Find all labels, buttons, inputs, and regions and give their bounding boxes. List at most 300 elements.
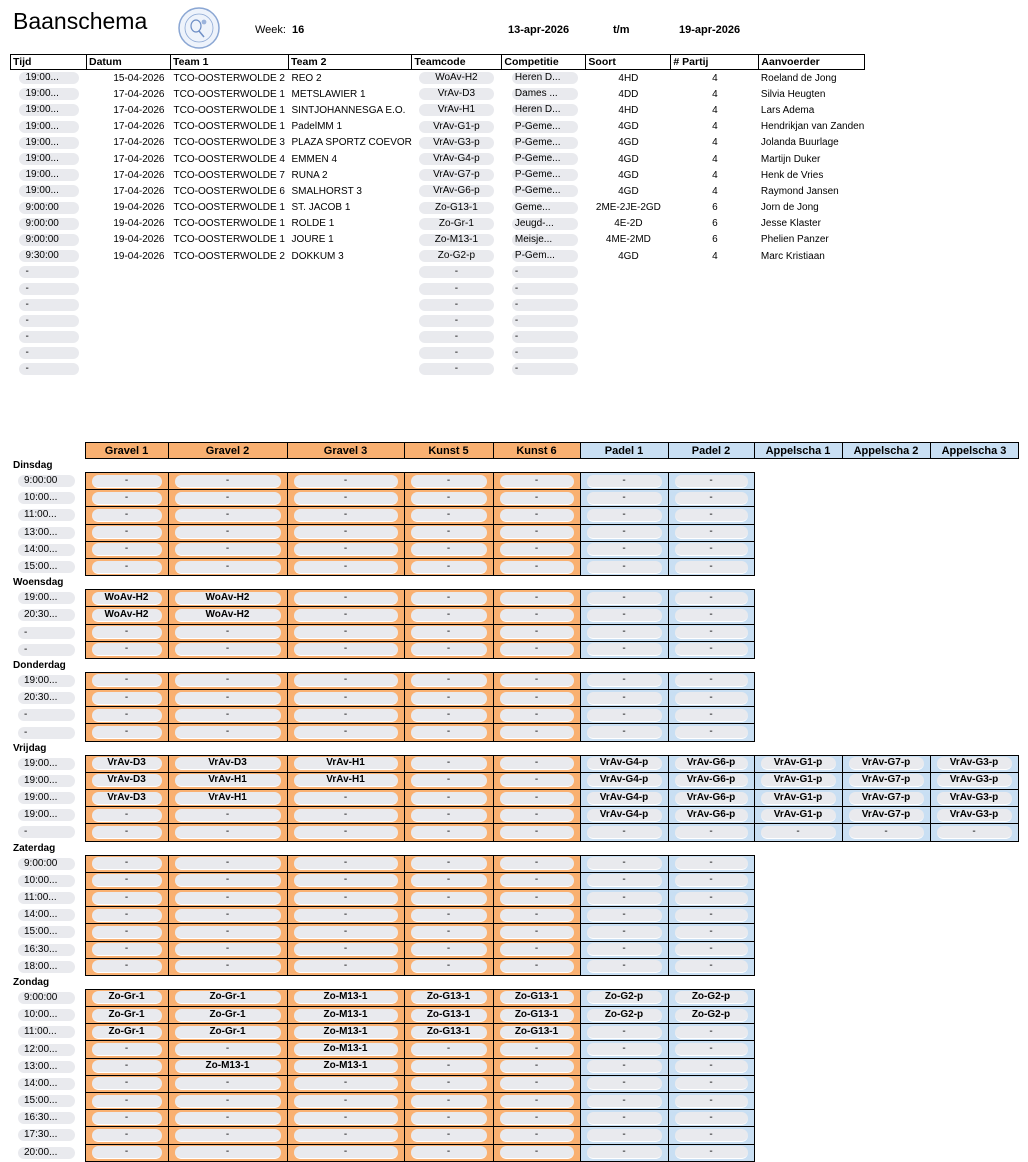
- court-slot[interactable]: -: [411, 674, 487, 687]
- teamcode-cell: Zo-M13-1: [419, 234, 494, 246]
- court-slot[interactable]: Zo-G13-1: [411, 991, 487, 1004]
- court-slot[interactable]: -: [175, 1095, 281, 1108]
- court-slot[interactable]: -: [294, 626, 398, 639]
- court-slot[interactable]: -: [175, 1077, 281, 1090]
- court-slot[interactable]: -: [175, 509, 281, 522]
- court-slot[interactable]: -: [175, 626, 281, 639]
- court-slot[interactable]: -: [411, 592, 487, 605]
- court-slot[interactable]: -: [175, 674, 281, 687]
- court-slot[interactable]: -: [175, 692, 281, 705]
- court-slot[interactable]: -: [675, 1077, 748, 1090]
- court-slot[interactable]: -: [411, 692, 487, 705]
- court-slot[interactable]: Zo-G2-p: [587, 991, 662, 1004]
- court-slot[interactable]: VrAv-G6-p: [675, 792, 748, 805]
- court-slot[interactable]: -: [294, 526, 398, 539]
- court-slot[interactable]: -: [500, 792, 574, 805]
- court-slot[interactable]: -: [587, 526, 662, 539]
- court-slot[interactable]: -: [175, 909, 281, 922]
- court-slot[interactable]: VrAv-G3-p: [937, 792, 1012, 805]
- court-slot[interactable]: -: [92, 1077, 162, 1090]
- court-slot[interactable]: -: [500, 492, 574, 505]
- aanvoerder-cell: [759, 280, 864, 296]
- court-slot[interactable]: -: [587, 943, 662, 956]
- court-slot[interactable]: -: [294, 543, 398, 556]
- competitie-cell: Heren D...: [512, 72, 578, 84]
- court-slot[interactable]: VrAv-H1: [294, 757, 398, 770]
- court-slot[interactable]: -: [92, 475, 162, 488]
- court-slot[interactable]: -: [675, 626, 748, 639]
- court-slot[interactable]: -: [294, 926, 398, 939]
- court-slot[interactable]: Zo-G2-p: [675, 1009, 748, 1022]
- court-slot[interactable]: -: [175, 709, 281, 722]
- slot-row: [10, 989, 1018, 1006]
- court-slot[interactable]: -: [500, 857, 574, 870]
- court-slot[interactable]: -: [675, 592, 748, 605]
- court-slot[interactable]: -: [500, 1060, 574, 1073]
- court-slot[interactable]: Zo-G13-1: [411, 1009, 487, 1022]
- court-slot[interactable]: -: [500, 774, 574, 787]
- court-slot[interactable]: -: [411, 757, 487, 770]
- partij-cell: 4: [712, 121, 718, 133]
- court-slot[interactable]: VrAv-G6-p: [675, 757, 748, 770]
- competitie-cell: -: [512, 266, 578, 278]
- court-slot[interactable]: -: [411, 526, 487, 539]
- court-slot[interactable]: Zo-M13-1: [294, 1043, 398, 1056]
- court-slot[interactable]: WoAv-H2: [92, 592, 162, 605]
- court-slot[interactable]: -: [411, 1043, 487, 1056]
- court-slot[interactable]: -: [587, 543, 662, 556]
- court-slot[interactable]: VrAv-G6-p: [675, 809, 748, 822]
- court-slot[interactable]: -: [411, 709, 487, 722]
- court-slot[interactable]: -: [675, 1095, 748, 1108]
- court-slot[interactable]: -: [587, 874, 662, 887]
- court-slot[interactable]: -: [175, 892, 281, 905]
- court-slot[interactable]: -: [411, 943, 487, 956]
- court-slot[interactable]: -: [500, 509, 574, 522]
- court-slot[interactable]: -: [175, 960, 281, 973]
- court-slot[interactable]: -: [500, 757, 574, 770]
- court-slot[interactable]: Zo-Gr-1: [92, 991, 162, 1004]
- team2-cell: [289, 297, 412, 313]
- team1-cell: TCO-OOSTERWOLDE 7: [173, 169, 285, 181]
- court-slot[interactable]: -: [500, 475, 574, 488]
- court-slot[interactable]: -: [92, 857, 162, 870]
- court-slot[interactable]: -: [411, 1129, 487, 1142]
- court-slot[interactable]: Zo-Gr-1: [175, 1009, 281, 1022]
- soort-cell: 4E-2D: [614, 218, 643, 230]
- slot-time: 19:00...: [18, 758, 75, 770]
- day-label: Woensdag: [13, 577, 64, 589]
- court-slot[interactable]: -: [675, 692, 748, 705]
- court-slot[interactable]: -: [175, 926, 281, 939]
- court-slot[interactable]: VrAv-G1-p: [761, 792, 836, 805]
- court-slot[interactable]: -: [294, 509, 398, 522]
- court-slot[interactable]: -: [92, 492, 162, 505]
- court-slot[interactable]: Zo-M13-1: [294, 991, 398, 1004]
- court-slot[interactable]: -: [587, 1146, 662, 1159]
- court-slot[interactable]: VrAv-G1-p: [761, 774, 836, 787]
- court-slot[interactable]: -: [175, 1129, 281, 1142]
- court-slot[interactable]: -: [500, 892, 574, 905]
- court-slot[interactable]: -: [92, 726, 162, 739]
- court-slot[interactable]: -: [175, 492, 281, 505]
- court-slot[interactable]: -: [500, 561, 574, 574]
- court-slot[interactable]: -: [175, 561, 281, 574]
- court-slot[interactable]: -: [175, 857, 281, 870]
- court-slot[interactable]: VrAv-G3-p: [937, 757, 1012, 770]
- court-slot[interactable]: -: [294, 609, 398, 622]
- court-slot[interactable]: -: [587, 674, 662, 687]
- team1-cell: TCO-OOSTERWOLDE 1: [173, 121, 285, 133]
- court-slot[interactable]: -: [500, 592, 574, 605]
- court-slot[interactable]: -: [411, 792, 487, 805]
- court-slot[interactable]: -: [294, 1146, 398, 1159]
- court-slot[interactable]: -: [587, 592, 662, 605]
- court-slot[interactable]: -: [675, 674, 748, 687]
- court-slot[interactable]: VrAv-D3: [92, 757, 162, 770]
- soort-cell: [586, 280, 671, 296]
- court-slot[interactable]: -: [675, 526, 748, 539]
- court-slot[interactable]: -: [294, 909, 398, 922]
- court-slot[interactable]: -: [92, 1060, 162, 1073]
- court-slot[interactable]: -: [92, 1043, 162, 1056]
- court-slot[interactable]: -: [411, 492, 487, 505]
- court-slot[interactable]: -: [500, 1043, 574, 1056]
- court-slot[interactable]: -: [294, 1077, 398, 1090]
- court-slot[interactable]: -: [587, 1112, 662, 1125]
- court-slot[interactable]: -: [294, 1095, 398, 1108]
- team2-cell: [289, 345, 412, 361]
- court-slot[interactable]: -: [411, 726, 487, 739]
- court-slot[interactable]: -: [411, 1146, 487, 1159]
- court-slot[interactable]: -: [675, 960, 748, 973]
- court-slot[interactable]: -: [92, 874, 162, 887]
- court-slot[interactable]: -: [294, 592, 398, 605]
- court-slot[interactable]: -: [587, 892, 662, 905]
- court-slot[interactable]: -: [500, 874, 574, 887]
- court-slot[interactable]: VrAv-G4-p: [587, 809, 662, 822]
- court-slot[interactable]: -: [500, 726, 574, 739]
- court-slot[interactable]: -: [294, 809, 398, 822]
- court-slot[interactable]: -: [500, 643, 574, 656]
- slot-row: [10, 473, 1018, 490]
- court-slot[interactable]: -: [500, 543, 574, 556]
- court-slot[interactable]: VrAv-H1: [175, 774, 281, 787]
- court-slot[interactable]: -: [294, 692, 398, 705]
- court-slot[interactable]: -: [761, 826, 836, 839]
- court-slot[interactable]: -: [411, 826, 487, 839]
- court-slot[interactable]: -: [411, 857, 487, 870]
- court-slot[interactable]: -: [500, 960, 574, 973]
- court-slot[interactable]: -: [294, 1112, 398, 1125]
- court-slot[interactable]: Zo-G13-1: [500, 991, 574, 1004]
- court-slot[interactable]: -: [92, 626, 162, 639]
- court-slot[interactable]: -: [92, 692, 162, 705]
- court-slot[interactable]: VrAv-G6-p: [675, 774, 748, 787]
- court-slot[interactable]: VrAv-G4-p: [587, 774, 662, 787]
- slot-time: 15:00...: [18, 1095, 75, 1107]
- court-slot[interactable]: -: [92, 892, 162, 905]
- court-slot[interactable]: -: [175, 475, 281, 488]
- court-slot[interactable]: VrAv-G7-p: [849, 792, 924, 805]
- court-slot[interactable]: -: [587, 1077, 662, 1090]
- court-slot[interactable]: -: [175, 526, 281, 539]
- partij-cell: [671, 297, 759, 313]
- competitie-cell: -: [512, 283, 578, 295]
- court-slot[interactable]: -: [937, 826, 1012, 839]
- court-slot[interactable]: -: [675, 1112, 748, 1125]
- court-slot[interactable]: -: [411, 960, 487, 973]
- court-slot[interactable]: -: [411, 1077, 487, 1090]
- court-slot[interactable]: -: [675, 1146, 748, 1159]
- court-slot[interactable]: -: [675, 561, 748, 574]
- court-slot[interactable]: Zo-Gr-1: [92, 1026, 162, 1039]
- court-slot[interactable]: -: [500, 1095, 574, 1108]
- court-slot[interactable]: -: [500, 909, 574, 922]
- court-slot[interactable]: -: [675, 543, 748, 556]
- court-slot[interactable]: -: [294, 792, 398, 805]
- court-slot[interactable]: -: [587, 1060, 662, 1073]
- court-slot[interactable]: -: [500, 674, 574, 687]
- court-slot[interactable]: -: [587, 726, 662, 739]
- court-slot[interactable]: VrAv-D3: [92, 774, 162, 787]
- court-slot[interactable]: -: [500, 709, 574, 722]
- court-slot[interactable]: -: [587, 626, 662, 639]
- court-slot[interactable]: -: [294, 726, 398, 739]
- court-slot[interactable]: -: [92, 926, 162, 939]
- court-slot[interactable]: -: [175, 809, 281, 822]
- court-slot[interactable]: -: [175, 1043, 281, 1056]
- court-slot[interactable]: -: [92, 1095, 162, 1108]
- court-slot[interactable]: -: [500, 1112, 574, 1125]
- court-slot[interactable]: VrAv-G4-p: [587, 792, 662, 805]
- court-slot[interactable]: -: [294, 1129, 398, 1142]
- court-slot[interactable]: -: [92, 1129, 162, 1142]
- court-slot[interactable]: -: [587, 1043, 662, 1056]
- court-slot[interactable]: -: [175, 543, 281, 556]
- slot-time: 12:00...: [18, 1044, 75, 1056]
- court-slot[interactable]: Zo-G13-1: [411, 1026, 487, 1039]
- court-slot[interactable]: Zo-Gr-1: [175, 1026, 281, 1039]
- court-slot[interactable]: Zo-Gr-1: [175, 991, 281, 1004]
- court-slot[interactable]: -: [675, 857, 748, 870]
- court-slot[interactable]: -: [587, 561, 662, 574]
- court-slot[interactable]: VrAv-G4-p: [587, 757, 662, 770]
- court-slot[interactable]: -: [587, 909, 662, 922]
- court-slot[interactable]: -: [500, 809, 574, 822]
- court-slot[interactable]: -: [411, 1060, 487, 1073]
- court-slot[interactable]: -: [294, 674, 398, 687]
- court-slot[interactable]: -: [411, 626, 487, 639]
- court-slot[interactable]: Zo-G13-1: [500, 1009, 574, 1022]
- court-slot[interactable]: -: [411, 643, 487, 656]
- court-slot[interactable]: -: [675, 943, 748, 956]
- court-slot[interactable]: -: [675, 709, 748, 722]
- court-slot[interactable]: -: [500, 526, 574, 539]
- court-slot[interactable]: -: [500, 943, 574, 956]
- aanvoerder-cell: [759, 329, 864, 345]
- court-slot[interactable]: VrAv-G3-p: [937, 774, 1012, 787]
- court-slot[interactable]: -: [294, 475, 398, 488]
- court-slot[interactable]: -: [500, 692, 574, 705]
- team1-cell: [171, 264, 289, 280]
- court-slot[interactable]: -: [500, 1129, 574, 1142]
- court-slot[interactable]: -: [587, 926, 662, 939]
- court-slot[interactable]: -: [92, 526, 162, 539]
- court-slot[interactable]: -: [411, 809, 487, 822]
- court-slot[interactable]: -: [92, 543, 162, 556]
- court-slot[interactable]: -: [411, 892, 487, 905]
- court-slot[interactable]: -: [675, 909, 748, 922]
- court-slot[interactable]: WoAv-H2: [175, 592, 281, 605]
- court-slot[interactable]: -: [587, 826, 662, 839]
- court-slot[interactable]: -: [500, 1077, 574, 1090]
- court-slot[interactable]: Zo-M13-1: [175, 1060, 281, 1073]
- column-header: Competitie: [502, 55, 586, 70]
- soort-cell: 4ME-2MD: [605, 234, 651, 246]
- court-slot[interactable]: -: [849, 826, 924, 839]
- court-slot[interactable]: -: [500, 826, 574, 839]
- court-slot[interactable]: -: [411, 909, 487, 922]
- court-slot[interactable]: -: [175, 1112, 281, 1125]
- court-slot[interactable]: -: [500, 626, 574, 639]
- court-slot[interactable]: VrAv-H1: [294, 774, 398, 787]
- court-slot[interactable]: -: [675, 874, 748, 887]
- court-slot[interactable]: -: [587, 492, 662, 505]
- court-header: Appelscha 1: [754, 443, 842, 459]
- court-slot[interactable]: -: [175, 943, 281, 956]
- court-slot[interactable]: -: [411, 1095, 487, 1108]
- court-slot[interactable]: -: [92, 960, 162, 973]
- court-slot[interactable]: WoAv-H2: [92, 609, 162, 622]
- court-slot[interactable]: -: [92, 509, 162, 522]
- court-slot[interactable]: -: [587, 960, 662, 973]
- court-slot[interactable]: -: [500, 1146, 574, 1159]
- aanvoerder-cell: Jesse Klaster: [760, 218, 821, 230]
- court-slot[interactable]: -: [294, 826, 398, 839]
- court-slot[interactable]: -: [92, 909, 162, 922]
- court-slot[interactable]: -: [294, 709, 398, 722]
- team2-cell: [289, 361, 412, 377]
- court-slot[interactable]: VrAv-G1-p: [761, 757, 836, 770]
- court-slot[interactable]: -: [675, 1060, 748, 1073]
- slot-row: [10, 807, 1018, 824]
- court-slot[interactable]: -: [294, 943, 398, 956]
- court-slot[interactable]: VrAv-G1-p: [761, 809, 836, 822]
- court-slot[interactable]: -: [294, 643, 398, 656]
- court-slot[interactable]: -: [411, 609, 487, 622]
- court-slot[interactable]: -: [675, 892, 748, 905]
- court-slot[interactable]: -: [294, 857, 398, 870]
- match-row: [11, 70, 865, 87]
- court-slot[interactable]: -: [675, 826, 748, 839]
- court-slot[interactable]: -: [411, 1112, 487, 1125]
- court-slot[interactable]: Zo-G2-p: [675, 991, 748, 1004]
- court-slot[interactable]: VrAv-H1: [175, 792, 281, 805]
- court-slot[interactable]: -: [587, 692, 662, 705]
- court-slot[interactable]: -: [175, 1146, 281, 1159]
- court-slot[interactable]: -: [92, 674, 162, 687]
- court-slot[interactable]: -: [92, 1112, 162, 1125]
- court-slot[interactable]: -: [92, 643, 162, 656]
- court-slot[interactable]: WoAv-H2: [175, 609, 281, 622]
- court-slot[interactable]: -: [411, 774, 487, 787]
- court-slot[interactable]: Zo-G2-p: [587, 1009, 662, 1022]
- court-slot[interactable]: -: [411, 475, 487, 488]
- court-slot[interactable]: Zo-G13-1: [500, 1026, 574, 1039]
- court-slot[interactable]: VrAv-G7-p: [849, 809, 924, 822]
- aanvoerder-cell: Raymond Jansen: [760, 185, 839, 197]
- court-slot[interactable]: -: [92, 809, 162, 822]
- court-slot[interactable]: -: [294, 892, 398, 905]
- court-slot[interactable]: Zo-M13-1: [294, 1026, 398, 1039]
- court-slot[interactable]: -: [411, 561, 487, 574]
- court-slot[interactable]: -: [92, 943, 162, 956]
- court-slot[interactable]: -: [411, 926, 487, 939]
- court-slot[interactable]: -: [587, 709, 662, 722]
- court-slot[interactable]: -: [175, 826, 281, 839]
- court-slot[interactable]: -: [587, 1095, 662, 1108]
- court-slot[interactable]: VrAv-G3-p: [937, 809, 1012, 822]
- court-slot[interactable]: -: [500, 926, 574, 939]
- court-slot[interactable]: -: [587, 1026, 662, 1039]
- court-slot[interactable]: -: [675, 1043, 748, 1056]
- court-slot[interactable]: -: [92, 1146, 162, 1159]
- court-slot[interactable]: -: [411, 543, 487, 556]
- court-slot[interactable]: -: [675, 609, 748, 622]
- court-slot[interactable]: -: [92, 826, 162, 839]
- court-slot[interactable]: -: [175, 874, 281, 887]
- court-slot[interactable]: -: [411, 509, 487, 522]
- court-slot[interactable]: -: [92, 561, 162, 574]
- court-slot[interactable]: -: [294, 874, 398, 887]
- court-slot[interactable]: Zo-M13-1: [294, 1009, 398, 1022]
- court-slot[interactable]: -: [294, 561, 398, 574]
- court-slot[interactable]: -: [587, 475, 662, 488]
- teamcode-cell: Zo-G13-1: [419, 202, 494, 214]
- court-slot[interactable]: VrAv-G7-p: [849, 757, 924, 770]
- time-cell: 19:00...: [19, 104, 79, 116]
- court-slot[interactable]: -: [587, 609, 662, 622]
- court-slot[interactable]: -: [411, 874, 487, 887]
- court-slot[interactable]: -: [92, 709, 162, 722]
- court-slot[interactable]: Zo-M13-1: [294, 1060, 398, 1073]
- court-slot[interactable]: VrAv-G7-p: [849, 774, 924, 787]
- slot-time: -: [18, 826, 75, 838]
- court-slot[interactable]: -: [675, 1026, 748, 1039]
- court-slot[interactable]: -: [500, 609, 574, 622]
- court-slot[interactable]: -: [587, 857, 662, 870]
- court-slot[interactable]: Zo-Gr-1: [92, 1009, 162, 1022]
- court-slot[interactable]: -: [675, 509, 748, 522]
- court-slot[interactable]: -: [587, 643, 662, 656]
- court-slot[interactable]: -: [675, 492, 748, 505]
- court-slot[interactable]: VrAv-D3: [175, 757, 281, 770]
- court-slot[interactable]: -: [175, 643, 281, 656]
- court-slot[interactable]: -: [587, 509, 662, 522]
- court-slot[interactable]: -: [294, 960, 398, 973]
- court-slot[interactable]: -: [675, 475, 748, 488]
- court-slot[interactable]: -: [675, 926, 748, 939]
- court-slot[interactable]: -: [587, 1129, 662, 1142]
- court-slot[interactable]: -: [294, 492, 398, 505]
- court-slot[interactable]: -: [675, 643, 748, 656]
- slot-row: [10, 958, 1018, 975]
- court-slot[interactable]: -: [175, 726, 281, 739]
- court-slot[interactable]: -: [675, 726, 748, 739]
- court-slot[interactable]: -: [675, 1129, 748, 1142]
- court-slot[interactable]: VrAv-D3: [92, 792, 162, 805]
